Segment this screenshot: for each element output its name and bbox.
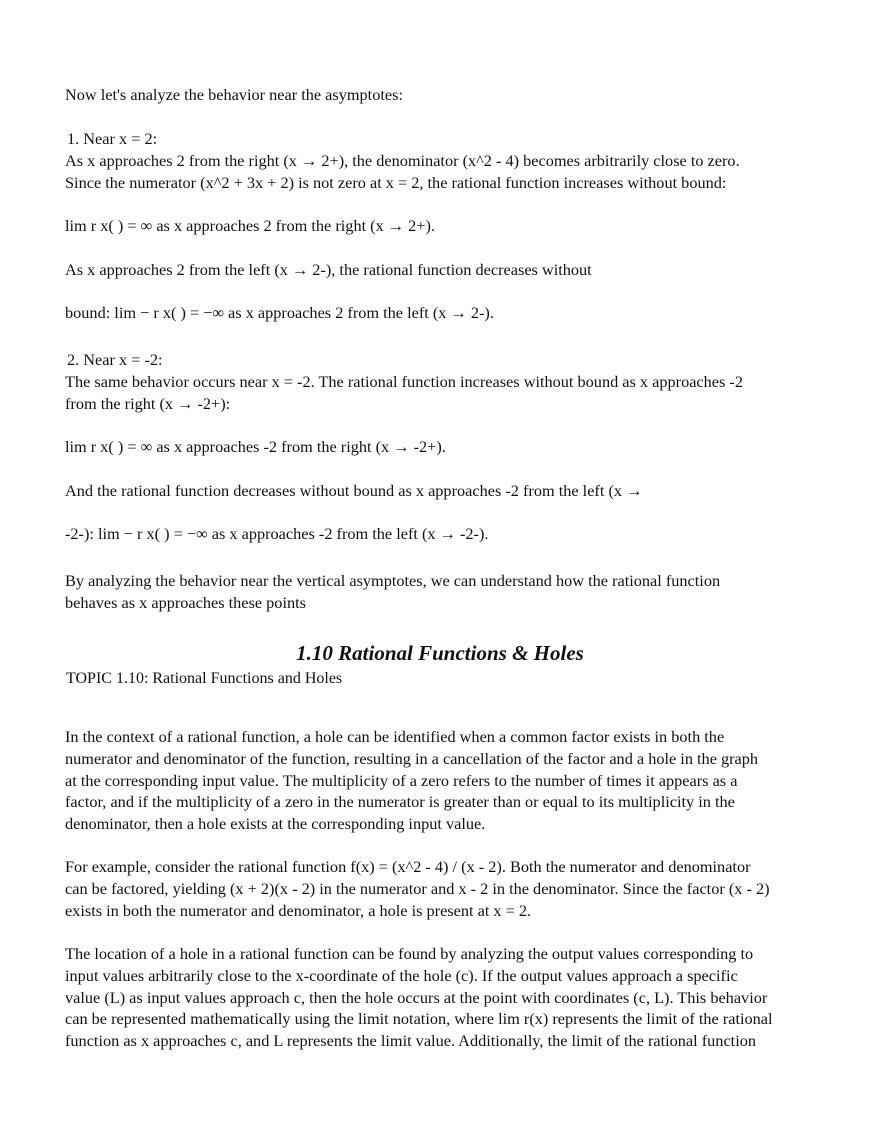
summary-paragraph [65,570,825,614]
intro-text: Now let's analyze the behavior near the asymptotes: [65,85,403,104]
limit-left-2: bound: lim − r x( ) = −∞ as x approaches 2 from the left (x → 2-). [65,303,494,322]
paragraph-line: The location of a hole in a rational function can be found by analyzing the output values corresponding to [65,944,754,963]
topic-label: TOPIC 1.10: Rational Functions and Holes [66,670,343,687]
paragraph-line: numerator and denominator of the function, resulting in a cancellation of the factor and a hole in the graph [65,748,759,768]
near-positive-2-block [65,128,825,193]
paragraph-line: For example, consider the rational function f(x) = (x^2 - 4) / (x - 2). Both the numerator and denominator [65,857,751,876]
example-paragraph [65,856,825,921]
paragraph-line: denominator, then a hole exists at the corresponding input value. [65,814,486,834]
paragraph-line: In the context of a rational function, a hole can be identified when a common factor exists in both the [65,727,725,746]
limit-right-neg2: lim r x( ) = ∞ as x approaches -2 from the right (x → -2+). [65,437,446,456]
paragraph-line: function as x approaches c, and L represents the limit value. Additionally, the limit of the rational function [65,1031,757,1051]
hole-definition-paragraph [65,726,825,835]
left-approach-2-text: As x approaches 2 from the left (x → 2-), the rational function decreases without [65,260,592,279]
paragraph-line: value (L) as input values approach c, then the hole occurs at the point with coordinates (c, L). This behavior [65,987,768,1007]
summary-line-1: By analyzing the behavior near the vertical asymptotes, we can understand how the rational function [65,571,721,590]
near-positive-2-line-2: Since the numerator (x^2 + 3x + 2) is not zero at x = 2, the rational function increases without bound: [65,172,727,192]
hole-location-paragraph [65,943,825,1052]
limit-right-2: lim r x( ) = ∞ as x approaches 2 from the right (x → 2+). [65,216,435,235]
paragraph-line: input values arbitrarily close to the x-coordinate of the hole (c). If the output values approach a specific [65,965,738,985]
near-negative-2-heading: 2. Near x = -2: [67,350,163,369]
near-negative-2-line-1: The same behavior occurs near x = -2. The rational function increases without bound as x approaches -2 [65,371,743,391]
paragraph-line: can be represented mathematically using the limit notation, where lim r(x) represents the limit of the rational [65,1009,773,1029]
near-positive-2-line-1: As x approaches 2 from the right (x → 2+), the denominator (x^2 - 4) becomes arbitrarily close to zero. [65,150,740,170]
paragraph-line: factor, and if the multiplicity of a zero in the numerator is greater than or equal to its multiplicity in the [65,792,735,812]
near-negative-2-line-2: from the right (x → -2+): [65,393,231,413]
paragraph-line: at the corresponding input value. The multiplicity of a zero refers to the number of times it appears as a [65,770,738,790]
paragraph-line: exists in both the numerator and denominator, a hole is present at x = 2. [65,900,532,920]
near-negative-2-block [65,349,825,414]
summary-line-2: behaves as x approaches these points [65,592,306,612]
left-approach-neg2-text: And the rational function decreases without bound as x approaches -2 from the left (x → [65,481,643,500]
section-heading: 1.10 Rational Functions & Holes [296,641,584,665]
limit-left-neg2: -2-): lim − r x( ) = −∞ as x approaches -2 from the left (x → -2-). [65,524,489,543]
near-positive-2-heading: 1. Near x = 2: [67,129,158,148]
paragraph-line: can be factored, yielding (x + 2)(x - 2) in the numerator and x - 2 in the denominator. Since the factor (x - 2) [65,878,770,898]
